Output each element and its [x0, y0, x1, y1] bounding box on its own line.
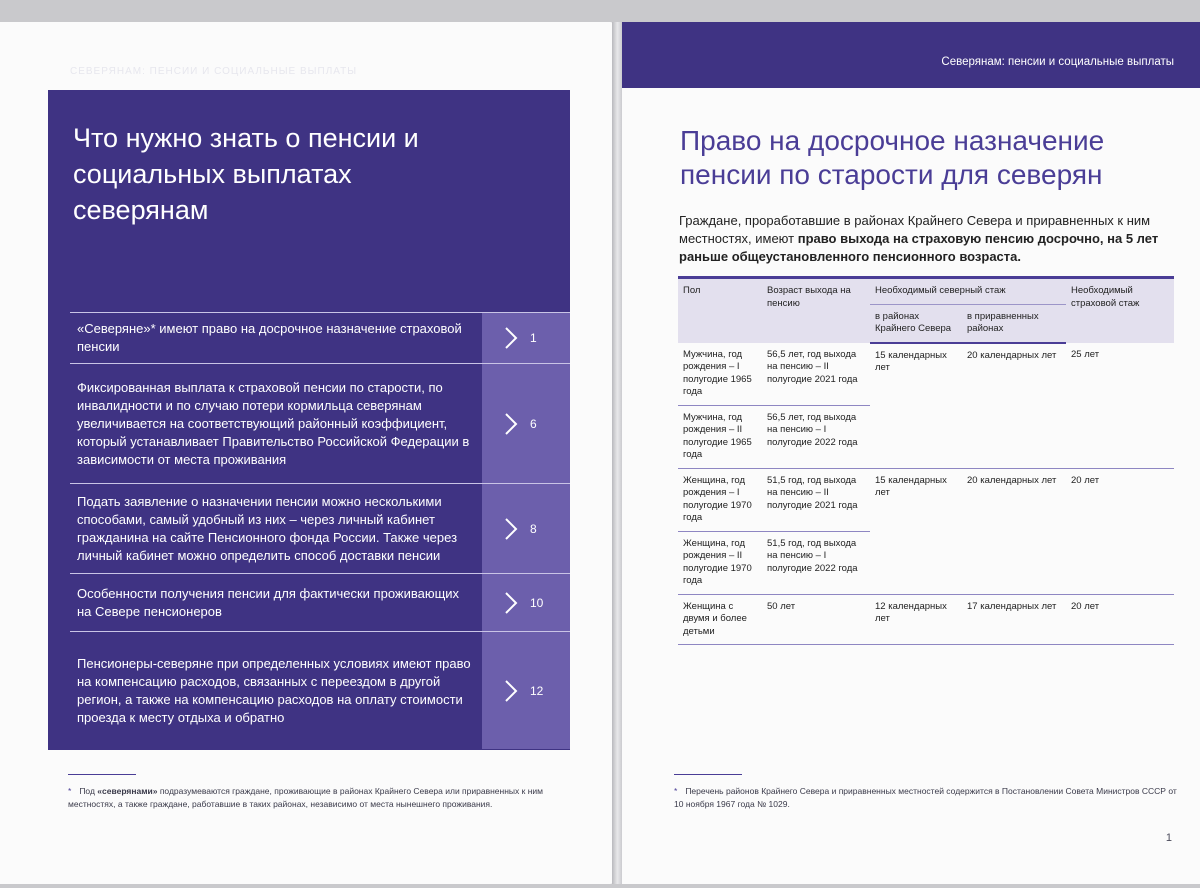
chevron-right-icon: [504, 517, 518, 541]
footnote-left: [68, 774, 588, 811]
contents-panel: [48, 90, 570, 750]
cell-equated: 17 календарных лет: [962, 594, 1066, 645]
cell-far-north: 15 календарных лет: [870, 343, 962, 469]
header-equated-regions: в приравненных районах: [962, 304, 1066, 343]
table-row: [678, 343, 1174, 406]
ghost-header-text: СЕВЕРЯНАМ: ПЕНСИИ И СОЦИАЛЬНЫЕ ВЫПЛАТЫ: [70, 66, 358, 77]
footnote-right: [674, 774, 1184, 811]
toc-item-link[interactable]: [482, 484, 570, 573]
cell-age: 56,5 лет, год выхода на пенсию – II полугодие 2021 года: [762, 343, 870, 406]
toc-page-number: 1: [530, 331, 537, 345]
chevron-right-icon: [504, 679, 518, 703]
cell-insurance: 20 лет: [1066, 594, 1174, 645]
header-band: [622, 22, 1200, 88]
cell-gender: Женщина с двумя и более детьми: [678, 594, 762, 645]
toc-item-text: «Северяне»* имеют право на досрочное назначение страховой пенсии: [77, 321, 462, 354]
toc-page-number: 12: [530, 683, 544, 698]
toc-item-link[interactable]: [482, 574, 570, 631]
footnote-text-bold: «северянами»: [97, 786, 158, 796]
header-north-service: Необходимый северный стаж: [870, 278, 1066, 305]
chevron-right-icon: [504, 591, 518, 615]
header-age: Возраст выхода на пенсию: [762, 278, 870, 343]
chevron-right-icon: [504, 326, 518, 350]
footnote-divider: [68, 774, 136, 775]
cell-gender: Женщина, год рождения – I полугодие 1970 года: [678, 468, 762, 531]
cell-far-north: 15 календарных лет: [870, 468, 962, 594]
footnote-star: *: [674, 786, 678, 796]
toc-item[interactable]: [70, 483, 570, 573]
toc-item-text: Подать заявление о назначении пенсии можно несколькими способами, самый удобный из них – через личный кабинет гражданина на сайте Пенсионного фонда России. Также через личный кабинет можно определить способ доставки пенсии: [77, 493, 458, 563]
header-gender: Пол: [678, 278, 762, 343]
chevron-right-icon: [504, 412, 518, 436]
toc-item-link[interactable]: [482, 313, 570, 363]
cell-age: 50 лет: [762, 594, 870, 645]
header-far-north: в районах Крайнего Севера: [870, 304, 962, 343]
footnote-text-pre: Под: [79, 786, 98, 796]
cell-far-north: 12 календарных лет: [870, 594, 962, 645]
cell-insurance: 25 лет: [1066, 343, 1174, 469]
cell-gender: Мужчина, год рождения – I полугодие 1965 года: [678, 343, 762, 406]
cell-insurance: 20 лет: [1066, 468, 1174, 594]
intro-text: Граждане, проработавшие в районах Крайнего Севера и приравненных к ним местностях, имеют: [679, 213, 1151, 246]
toc-item[interactable]: [70, 573, 570, 631]
cell-gender: Мужчина, год рождения – II полугодие 1965 года: [678, 405, 762, 468]
contents-title: Что нужно знать о пенсии и социальных выплатах северянам: [73, 123, 419, 225]
table-row: [678, 468, 1174, 531]
footnote-star: *: [68, 786, 72, 796]
cell-equated: 20 календарных лет: [962, 468, 1066, 594]
cell-age: 51,5 год, год выхода на пенсию – II полугодие 2021 года: [762, 468, 870, 531]
page-number: 1: [1165, 832, 1172, 844]
left-page: [0, 22, 614, 884]
toc-item-text: Пенсионеры-северяне при определенных условиях имеют право на компенсацию расходов, связанных с переездом в другой регион, а также на компенсацию расходов на оплату стоимости проезда к месту отдыха и обратно: [77, 655, 471, 725]
toc-item-link[interactable]: [482, 632, 570, 749]
footnote-text: Перечень районов Крайнего Севера и приравненных местностей содержится в Постановлении Совета Министров СССР от 10 ноября 1967 года № 1029.: [674, 786, 1177, 809]
intro-bold-text: право выхода на страховую пенсию досрочно, на 5 лет раньше общеустановленного пенсионного возраста.: [679, 231, 1159, 264]
header-insurance-service: Необходимый страховой стаж: [1066, 278, 1174, 343]
cell-age: 56,5 лет, год выхода на пенсию – I полугодие 2022 года: [762, 405, 870, 468]
toc-item[interactable]: [70, 631, 570, 749]
intro-paragraph: [679, 212, 1179, 266]
toc-item-text: Фиксированная выплата к страховой пенсии по старости, по инвалидности и по случаю потери кормильца северянам увеличивается на соответствующий районный коэффициент, который устанавливает Правительство Российской Федерации в зависимости от места проживания: [77, 379, 470, 467]
table-of-contents: [70, 312, 570, 749]
footnote-divider: [674, 774, 742, 775]
toc-item[interactable]: [70, 363, 570, 483]
cell-gender: Женщина, год рождения – II полугодие 1970 года: [678, 531, 762, 594]
right-page: [622, 22, 1200, 884]
toc-page-number: 10: [530, 595, 544, 610]
pension-table: [678, 276, 1174, 645]
page-title: Право на досрочное назначение пенсии по старости для северян: [680, 125, 1105, 190]
footnote-text-post: подразумеваются граждане, проживающие в районах Крайнего Севера или приравненных к ним местностях, а также граждане, работавшие в таких районах, независимо от места нынешнего проживания.: [68, 786, 543, 809]
toc-page-number: 6: [530, 416, 537, 431]
cell-equated: 20 календарных лет: [962, 343, 1066, 469]
toc-page-number: 8: [530, 521, 537, 536]
toc-item[interactable]: [70, 312, 570, 363]
table-row: [678, 594, 1174, 645]
running-header: Северянам: пенсии и социальные выплаты: [941, 56, 1174, 68]
toc-item-text: Особенности получения пенсии для фактически проживающих на Севере пенсионеров: [77, 585, 460, 619]
toc-item-link[interactable]: [482, 364, 570, 483]
cell-age: 51,5 год, год выхода на пенсию – I полугодие 2022 года: [762, 531, 870, 594]
